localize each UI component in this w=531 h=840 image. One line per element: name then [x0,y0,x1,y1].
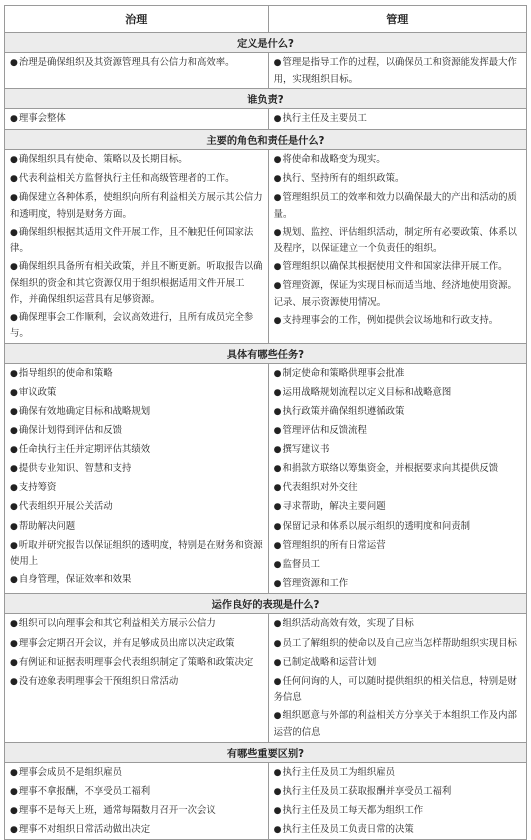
list-item [10,636,263,653]
list-item [274,111,521,128]
section-content-row [5,762,527,840]
list-item [274,636,521,653]
list-item [10,572,263,589]
list-item-text: 管理是指导工作的过程，以确保员工和资源能发挥最大作用，实现组织目标。 [273,57,517,85]
list-item-text: 提供专业知识、智慧和支持 [18,463,132,475]
list-item-text: 将使命和战略变为现实。 [282,153,386,165]
list-item [10,442,263,459]
list-item-text: 帮助解决问题 [18,520,76,532]
bullet-icon: ● [10,521,18,532]
bullet-icon: ● [10,464,18,475]
bullet-icon: ● [10,786,18,797]
bullet-icon: ● [273,445,282,456]
governance-cell [5,109,269,130]
section-header-row [5,594,527,614]
list-item-text: 确保组织具备所有相关政策，并且不断更新。听取报告以确保组织的资金和其它资源仅用于组织根据适用文件开展工作，并确保组织运营具有足够资源。 [10,261,263,305]
bullet-icon: ● [10,227,18,238]
bullet-icon: ● [10,483,18,494]
list-item-text: 任命执行主任并定期评估其绩效 [18,444,151,456]
list-item-text: 支持理事会的工作，例如提供会议场地和行政支持。 [282,315,499,327]
list-item-text: 执行政策并确保组织遵循政策 [282,406,405,417]
bullet-icon: ● [10,114,18,125]
list-item-text: 理事会成员不是组织雇员 [18,766,122,778]
list-item [274,480,521,497]
list-item [274,225,521,257]
list-item-text: 审议政策 [18,386,57,398]
governance-cell [5,149,269,343]
bullet-icon: ● [10,638,18,649]
list-item-text: 执行、坚持所有的组织政策。 [282,172,405,184]
list-item [274,404,521,421]
bullet-icon: ● [273,262,282,273]
section-title: 定义是什么? [5,33,527,53]
section-header-row [5,742,527,762]
list-item-text: 已制定战略和运营计划 [282,656,377,668]
bullet-icon: ● [273,316,282,327]
bullet-icon: ● [273,58,282,68]
management-cell [268,614,526,742]
section-title: 运作良好的表现是什么? [5,594,527,614]
bullet-icon: ● [10,575,18,586]
list-item-text: 理事不拿报酬，不享受员工福利 [18,785,151,797]
list-item [274,822,521,839]
section-content-row [5,109,527,130]
list-item [274,519,521,536]
list-item [274,259,521,276]
governance-cell [5,762,269,840]
list-item-text: 听取并研究报告以保证组织的透明度，特别是在财务和资源使用上 [10,539,263,568]
list-item [274,708,521,740]
list-item-text: 确保组织具有使命、策略以及长期目标。 [18,153,188,165]
bullet-icon: ● [10,312,18,323]
bullet-icon: ● [273,426,282,437]
bullet-icon: ● [10,657,18,668]
section-title: 有哪些重要区别? [5,742,527,762]
list-item [10,55,263,72]
bullet-icon: ● [10,262,18,273]
list-item [10,152,263,169]
list-item-text: 执行主任及主要员工 [282,113,367,125]
section-title: 具体有哪些任务? [5,343,527,363]
list-item [10,366,263,383]
bullet-icon: ● [273,805,282,816]
section-content-row [5,53,527,89]
list-item-text: 理事不是每天上班，通常每隔数月召开一次会议 [18,804,216,816]
list-item-text: 组织愿意与外部的利益相关方分享关于本组织工作及内部运营的信息 [273,710,517,738]
list-item-text: 管理资源，保证为实现目标而适当地、经济地使用资源。记录、展示资源使用情况。 [273,280,517,309]
bullet-icon: ● [273,173,282,184]
list-item [10,423,263,440]
section-title: 主要的角色和责任是什么? [5,129,527,149]
list-item-text: 理事会整体 [18,113,66,125]
bullet-icon: ● [273,711,282,722]
list-item-text: 执行主任及员工为组织雇员 [282,766,395,778]
section-content-row [5,149,527,343]
bullet-icon: ● [273,559,282,570]
list-item [10,674,263,691]
list-item-text: 监督员工 [282,558,320,570]
bullet-icon: ● [273,676,282,687]
list-item [274,152,521,169]
list-item [274,674,521,706]
list-item-text: 和捐款方联络以筹集资金，并根据要求向其提供反馈 [282,463,499,475]
bullet-icon: ● [273,521,282,532]
list-item-text: 管理组织以确保其根据使用文件和国家法律开展工作。 [282,261,508,273]
list-item-text: 理事会定期召开会议，并有足够成员出席以决定政策 [18,637,235,649]
list-item [10,461,263,478]
list-item [10,310,263,342]
bullet-icon: ● [273,192,282,203]
list-item [274,461,521,478]
list-item [10,616,263,633]
bullet-icon: ● [273,154,282,165]
list-item [10,259,263,307]
table-body [5,33,527,840]
list-item-text: 管理组织员工的效率和效力以确保最大的产出和活动的质量。 [273,191,517,220]
bullet-icon: ● [10,619,18,630]
bullet-icon: ● [273,540,282,551]
bullet-icon: ● [10,540,18,551]
bullet-icon: ● [273,824,282,835]
list-item [274,190,521,222]
list-item-text: 执行主任及员工获取报酬并享受员工福利 [282,785,452,797]
list-item-text: 确保计划得到评估和反馈 [18,425,122,437]
bullet-icon: ● [273,502,282,513]
list-item [274,385,521,402]
list-item-text: 管理资源和工作 [282,577,349,589]
list-item [274,366,521,383]
bullet-icon: ● [273,464,282,475]
bullet-icon: ● [10,676,18,687]
governance-cell [5,614,269,742]
bullet-icon: ● [273,619,282,630]
management-cell [268,53,526,89]
list-item-text: 治理是确保组织及其资源管理具有公信力和高效率。 [18,57,235,68]
list-item-text: 管理组织的所有日常运营 [282,539,386,551]
list-item-text: 代表组织对外交往 [282,482,358,494]
list-item-text: 规划、监控、评估组织活动，制定所有必要政策、体系以及程序，以保证建立一个负责任的组织。 [273,226,517,255]
governance-cell [5,53,269,89]
bullet-icon: ● [273,407,282,417]
bullet-icon: ● [273,281,282,292]
list-item [274,171,521,188]
bullet-icon: ● [10,368,18,379]
list-item-text: 执行主任及员工每天都为组织工作 [282,804,424,816]
list-item-text: 运用战略规划流程以定义目标和战略意图 [282,386,452,398]
section-content-row [5,363,527,594]
header-governance: 治理 [5,6,269,33]
bullet-icon: ● [273,387,282,398]
list-item [10,538,263,570]
bullet-icon: ● [10,502,18,513]
bullet-icon: ● [10,58,18,68]
list-item [274,55,521,87]
list-item-text: 理事不对组织日常活动做出决定 [18,823,151,835]
list-item [274,576,521,593]
list-item-text: 员工了解组织的使命以及自己应当怎样帮助组织实现目标 [282,637,517,649]
list-item-text: 任何问询的人，可以随时提供组织的相关信息，特别是财务信息 [273,675,517,704]
list-item-text: 没有迹象表明理事会干预组织日常活动 [18,675,179,687]
list-item [274,423,521,440]
bullet-icon: ● [10,407,18,417]
bullet-icon: ● [273,483,282,494]
bullet-icon: ● [273,578,282,589]
list-item-text: 支持筹资 [18,482,57,494]
list-item-text: 确保有效地确定目标和战略规划 [18,406,151,417]
management-cell [268,762,526,840]
bullet-icon: ● [273,767,282,778]
list-item [274,655,521,672]
list-item [274,499,521,516]
list-item-text: 代表组织开展公关活动 [18,501,113,513]
bullet-icon: ● [273,638,282,649]
list-item [10,499,263,516]
list-item [274,442,521,459]
header-management: 管理 [268,6,526,33]
bullet-icon: ● [10,192,18,203]
list-item [274,278,521,310]
list-item-text: 制定使命和策略供理事会批准 [282,367,405,379]
bullet-icon: ● [273,368,282,379]
list-item [274,784,521,801]
governance-vs-management-table [4,5,527,840]
section-header-row [5,129,527,149]
section-header-row [5,343,527,363]
list-item-text: 确保建立各种体系，使组织向所有利益相关方展示其公信力和透明度，特别是财务方面。 [10,191,263,220]
bullet-icon: ● [10,805,18,816]
list-item-text: 代表利益相关方监督执行主任和高级管理者的工作。 [18,172,235,184]
list-item-text: 确保理事会工作顺利，会议高效进行，且所有成员完全参与。 [10,311,254,340]
list-item [10,404,263,421]
management-cell [268,363,526,594]
bullet-icon: ● [10,445,18,456]
list-item-text: 保留记录和体系以展示组织的透明度和问责制 [282,520,470,532]
section-header-row [5,89,527,109]
bullet-icon: ● [273,786,282,797]
list-item-text: 撰写建议书 [282,444,330,456]
bullet-icon: ● [10,824,18,835]
management-cell [268,149,526,343]
header-row [5,6,527,33]
list-item-text: 有例证和证据表明理事会代表组织制定了策略和政策决定 [18,656,254,668]
list-item [274,538,521,555]
section-header-row [5,33,527,53]
list-item-text: 组织活动高效有效，实现了目标 [282,618,414,630]
section-title: 谁负责? [5,89,527,109]
list-item [10,225,263,257]
governance-cell [5,363,269,594]
list-item [10,519,263,536]
bullet-icon: ● [10,767,18,778]
list-item [10,784,263,801]
list-item [10,111,263,128]
list-item-text: 确保组织根据其适用文件开展工作，且不触犯任何国家法律。 [10,226,254,255]
bullet-icon: ● [273,114,282,125]
list-item [274,616,521,633]
list-item [274,313,521,330]
list-item [10,171,263,188]
bullet-icon: ● [273,227,282,238]
list-item [10,655,263,672]
bullet-icon: ● [10,154,18,165]
list-item-text: 组织可以向理事会和其它利益相关方展示公信力 [18,618,216,630]
management-cell [268,109,526,130]
bullet-icon: ● [10,387,18,398]
list-item-text: 寻求帮助，解决主要问题 [282,501,386,513]
list-item [274,557,521,574]
list-item [274,765,521,782]
list-item [10,765,263,782]
list-item [10,385,263,402]
list-item-text: 自身管理，保证效率和效果 [18,574,132,586]
list-item [10,480,263,497]
list-item [10,190,263,222]
section-content-row [5,614,527,742]
list-item [10,803,263,820]
list-item [274,803,521,820]
list-item-text: 管理评估和反馈流程 [282,425,367,437]
bullet-icon: ● [273,657,282,668]
bullet-icon: ● [10,173,18,184]
bullet-icon: ● [10,426,18,437]
list-item [10,822,263,839]
list-item-text: 指导组织的使命和策略 [18,367,113,379]
list-item-text: 执行主任及员工负责日常的决策 [282,823,414,835]
